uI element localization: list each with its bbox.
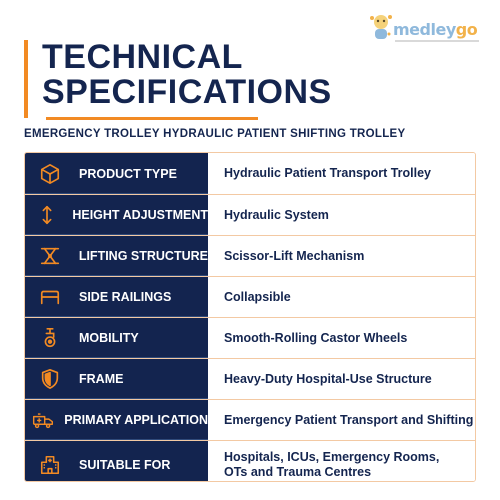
spec-label-cell bbox=[25, 359, 208, 399]
spec-label: FRAME bbox=[79, 372, 124, 386]
spec-value: Hydraulic System bbox=[208, 195, 476, 235]
spec-row bbox=[25, 440, 476, 482]
spec-label: PRIMARY APPLICATION bbox=[64, 413, 208, 427]
spec-value bbox=[208, 441, 476, 482]
spec-label: PRODUCT TYPE bbox=[79, 166, 177, 181]
spec-row bbox=[25, 358, 476, 399]
spec-value: Smooth-Rolling Castor Wheels bbox=[208, 318, 476, 358]
spec-label: SIDE RAILINGS bbox=[79, 290, 172, 304]
spec-label: MOBILITY bbox=[79, 331, 139, 345]
spec-value: Scissor-Lift Mechanism bbox=[208, 236, 476, 276]
spec-label-cell bbox=[25, 153, 208, 194]
spec-value-line-1: Hospitals, ICUs, Emergency Rooms, bbox=[224, 449, 440, 464]
spec-row bbox=[25, 276, 476, 317]
spec-value-line-2: OTs and Trauma Centres bbox=[224, 464, 372, 479]
specifications-table bbox=[24, 152, 476, 482]
spec-row bbox=[25, 194, 476, 235]
spec-row bbox=[25, 235, 476, 276]
brand-logo bbox=[368, 10, 490, 48]
scissor-lift-icon bbox=[31, 236, 69, 276]
spec-value: Emergency Patient Transport and Shifting bbox=[208, 400, 476, 440]
spec-label: LIFTING STRUCTURE bbox=[78, 249, 208, 263]
brand-tagline-line bbox=[395, 40, 479, 42]
hospital-icon bbox=[31, 441, 69, 482]
page-title bbox=[42, 38, 332, 111]
product-subtitle: EMERGENCY TROLLEY HYDRAULIC PATIENT SHIFTING TROLLEY bbox=[24, 128, 406, 140]
spec-label: HEIGHT ADJUSTMENT bbox=[72, 208, 208, 222]
spec-label-cell bbox=[25, 400, 208, 440]
shield-icon bbox=[31, 359, 69, 399]
mascot-icon bbox=[368, 12, 394, 44]
title-line-2: SPECIFICATIONS bbox=[42, 73, 332, 111]
title-line-1: TECHNICAL bbox=[42, 38, 243, 76]
castor-wheel-icon bbox=[31, 318, 69, 358]
spec-label: SUITABLE FOR bbox=[79, 457, 171, 472]
spec-label-cell bbox=[25, 318, 208, 358]
page-title-block bbox=[24, 38, 332, 118]
spec-value: Hydraulic Patient Transport Trolley bbox=[208, 153, 476, 194]
spec-label-cell bbox=[25, 195, 208, 235]
spec-value: Collapsible bbox=[208, 277, 476, 317]
spec-value: Heavy-Duty Hospital-Use Structure bbox=[208, 359, 476, 399]
spec-row bbox=[25, 153, 476, 194]
spec-label-cell bbox=[25, 277, 208, 317]
title-underline bbox=[46, 117, 258, 120]
spec-label-cell bbox=[25, 441, 208, 482]
spec-row bbox=[25, 399, 476, 440]
ambulance-icon bbox=[31, 400, 54, 440]
box-icon bbox=[31, 153, 69, 194]
railing-icon bbox=[31, 277, 69, 317]
brand-name: medleygo bbox=[393, 20, 478, 39]
arrows-vertical-icon bbox=[31, 195, 62, 235]
spec-label-cell bbox=[25, 236, 208, 276]
spec-row bbox=[25, 317, 476, 358]
